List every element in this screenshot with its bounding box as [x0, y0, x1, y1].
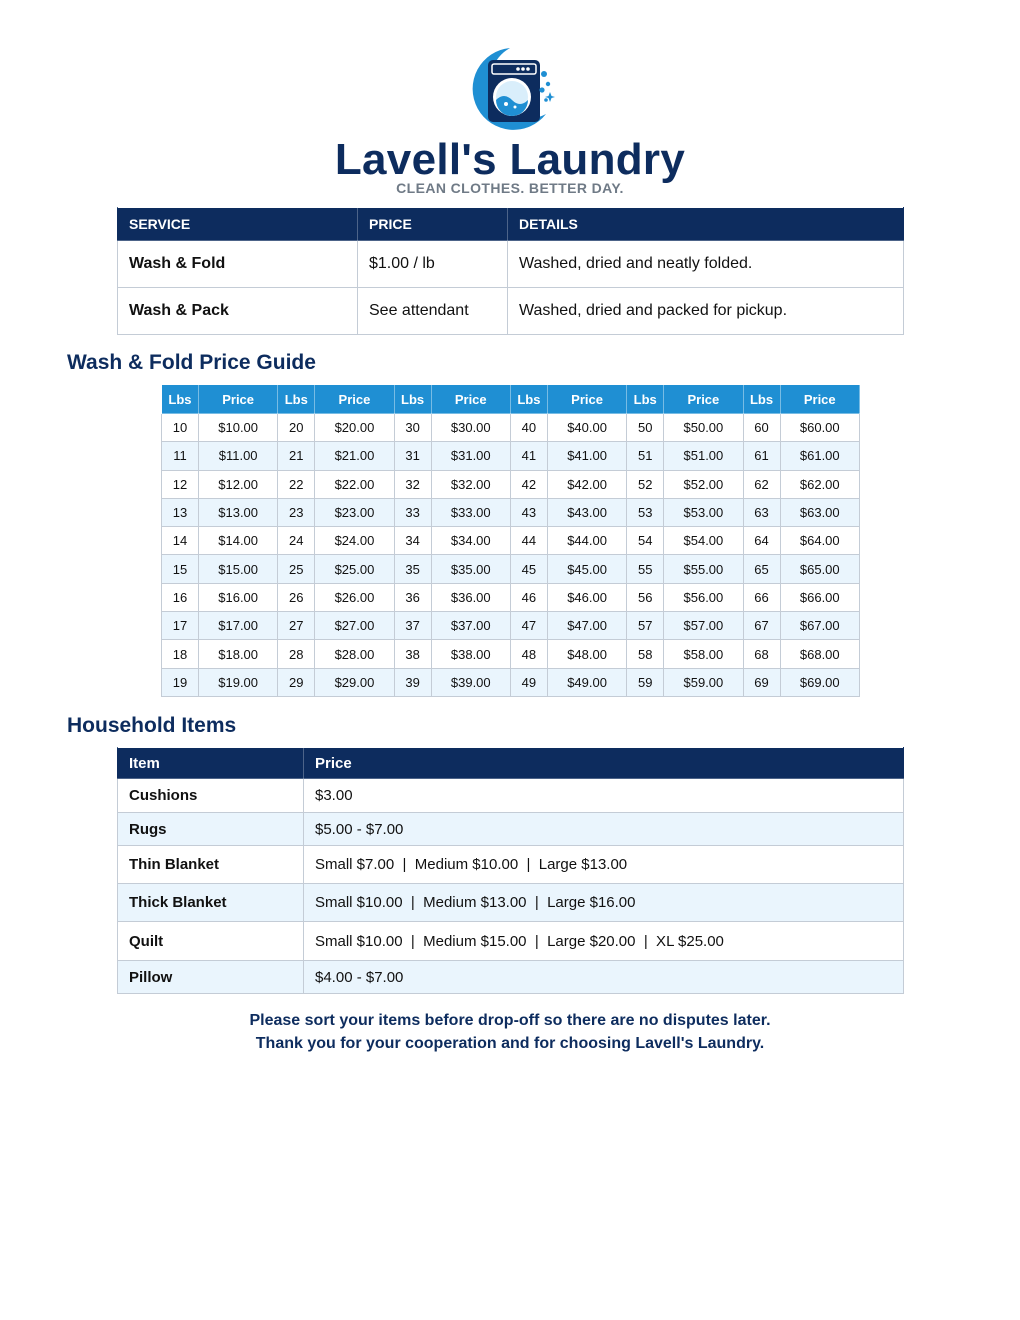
price-guide-lbs-cell: 27 — [278, 612, 315, 640]
household-item-name: Quilt — [118, 922, 304, 961]
price-guide-lbs-cell: 61 — [743, 442, 780, 470]
price-guide-price-cell: $62.00 — [780, 470, 859, 498]
price-guide-lbs-cell: 22 — [278, 470, 315, 498]
price-guide-lbs-cell: 30 — [394, 414, 431, 442]
price-guide-price-cell: $46.00 — [547, 583, 626, 611]
price-guide-price-cell: $41.00 — [547, 442, 626, 470]
household-header-price: Price — [304, 748, 904, 779]
price-guide-lbs-cell: 13 — [162, 498, 199, 526]
price-guide-row — [162, 555, 860, 583]
price-guide-lbs-cell: 57 — [627, 612, 664, 640]
price-guide-price-cell: $16.00 — [198, 583, 277, 611]
household-heading: Household Items — [67, 714, 237, 737]
price-guide-lbs-cell: 55 — [627, 555, 664, 583]
price-guide-lbs-cell: 28 — [278, 640, 315, 668]
household-item-price: $5.00 - $7.00 — [304, 813, 904, 846]
footer-note-line-1: Please sort your items before drop-off so there are no disputes later. — [249, 1012, 771, 1029]
price-guide-lbs-cell: 32 — [394, 470, 431, 498]
price-guide-lbs-cell: 33 — [394, 498, 431, 526]
price-guide-lbs-cell: 54 — [627, 527, 664, 555]
price-guide-header-lbs: Lbs — [278, 385, 315, 414]
price-guide-price-cell: $34.00 — [431, 527, 510, 555]
price-guide-price-cell: $30.00 — [431, 414, 510, 442]
price-guide-price-cell: $24.00 — [315, 527, 394, 555]
price-guide-lbs-cell: 25 — [278, 555, 315, 583]
price-guide-row — [162, 612, 860, 640]
price-guide-lbs-cell: 37 — [394, 612, 431, 640]
household-item-name: Cushions — [118, 779, 304, 813]
price-guide-lbs-cell: 64 — [743, 527, 780, 555]
price-guide-lbs-cell: 31 — [394, 442, 431, 470]
price-guide-lbs-cell: 40 — [510, 414, 547, 442]
price-guide-price-cell: $11.00 — [198, 442, 277, 470]
price-guide-price-cell: $18.00 — [198, 640, 277, 668]
price-guide-price-cell: $35.00 — [431, 555, 510, 583]
price-guide-row — [162, 640, 860, 668]
service-details: Washed, dried and packed for pickup. — [508, 288, 904, 335]
price-guide-lbs-cell: 48 — [510, 640, 547, 668]
price-guide-header-price: Price — [315, 385, 394, 414]
price-guide-lbs-cell: 47 — [510, 612, 547, 640]
service-row — [118, 241, 904, 288]
price-guide-lbs-cell: 63 — [743, 498, 780, 526]
price-guide-price-cell: $66.00 — [780, 583, 859, 611]
service-price: See attendant — [358, 288, 508, 335]
price-guide-price-cell: $14.00 — [198, 527, 277, 555]
household-body — [118, 779, 904, 994]
price-guide-lbs-cell: 36 — [394, 583, 431, 611]
price-guide-row — [162, 527, 860, 555]
price-guide-header-row — [162, 385, 860, 414]
price-guide-lbs-cell: 68 — [743, 640, 780, 668]
household-row — [118, 779, 904, 813]
price-guide-price-cell: $31.00 — [431, 442, 510, 470]
price-guide-lbs-cell: 23 — [278, 498, 315, 526]
price-guide-price-cell: $36.00 — [431, 583, 510, 611]
price-guide-price-cell: $21.00 — [315, 442, 394, 470]
price-guide-price-cell: $45.00 — [547, 555, 626, 583]
services-header-row — [118, 208, 904, 241]
household-item-price: $4.00 - $7.00 — [304, 961, 904, 994]
price-guide-lbs-cell: 44 — [510, 527, 547, 555]
price-guide-price-cell: $37.00 — [431, 612, 510, 640]
price-guide-price-cell: $42.00 — [547, 470, 626, 498]
price-guide-price-cell: $26.00 — [315, 583, 394, 611]
price-guide-price-cell: $63.00 — [780, 498, 859, 526]
household-row — [118, 846, 904, 884]
household-item-name: Rugs — [118, 813, 304, 846]
price-guide-row — [162, 668, 860, 696]
price-guide-header-price: Price — [547, 385, 626, 414]
price-guide-lbs-cell: 34 — [394, 527, 431, 555]
household-row — [118, 884, 904, 922]
price-guide-lbs-cell: 45 — [510, 555, 547, 583]
price-guide-price-cell: $54.00 — [664, 527, 743, 555]
price-guide-price-cell: $59.00 — [664, 668, 743, 696]
price-guide-price-cell: $65.00 — [780, 555, 859, 583]
price-guide-price-cell: $19.00 — [198, 668, 277, 696]
price-guide-lbs-cell: 56 — [627, 583, 664, 611]
price-guide-header-price: Price — [431, 385, 510, 414]
household-item-price: $3.00 — [304, 779, 904, 813]
price-guide-lbs-cell: 69 — [743, 668, 780, 696]
price-guide-lbs-cell: 52 — [627, 470, 664, 498]
price-guide-lbs-cell: 29 — [278, 668, 315, 696]
services-table — [117, 207, 904, 335]
price-guide-header-price: Price — [198, 385, 277, 414]
price-guide-price-cell: $25.00 — [315, 555, 394, 583]
price-guide-price-cell: $32.00 — [431, 470, 510, 498]
service-details: Washed, dried and neatly folded. — [508, 241, 904, 288]
price-guide-row — [162, 442, 860, 470]
price-guide-lbs-cell: 35 — [394, 555, 431, 583]
household-item-name: Pillow — [118, 961, 304, 994]
household-item-price: Small $7.00 | Medium $10.00 | Large $13.00 — [304, 846, 904, 884]
price-guide-lbs-cell: 67 — [743, 612, 780, 640]
price-guide-lbs-cell: 50 — [627, 414, 664, 442]
price-guide-heading: Wash & Fold Price Guide — [67, 351, 316, 374]
price-guide-price-cell: $39.00 — [431, 668, 510, 696]
price-guide-price-cell: $12.00 — [198, 470, 277, 498]
price-guide-price-cell: $52.00 — [664, 470, 743, 498]
price-guide-row — [162, 414, 860, 442]
price-guide-price-cell: $38.00 — [431, 640, 510, 668]
price-guide-price-cell: $56.00 — [664, 583, 743, 611]
price-guide-header-lbs: Lbs — [743, 385, 780, 414]
price-guide-header-lbs: Lbs — [510, 385, 547, 414]
brand-title: Lavell's Laundry — [334, 135, 686, 184]
household-table — [117, 747, 904, 994]
service-row — [118, 288, 904, 335]
price-guide-lbs-cell: 65 — [743, 555, 780, 583]
price-guide-price-cell: $68.00 — [780, 640, 859, 668]
price-guide-lbs-cell: 26 — [278, 583, 315, 611]
price-guide-lbs-cell: 66 — [743, 583, 780, 611]
price-guide-price-cell: $60.00 — [780, 414, 859, 442]
price-guide-price-cell: $50.00 — [664, 414, 743, 442]
price-guide-lbs-cell: 38 — [394, 640, 431, 668]
brand-tagline: CLEAN CLOTHES. BETTER DAY. — [396, 180, 624, 196]
price-guide-lbs-cell: 41 — [510, 442, 547, 470]
price-guide-lbs-cell: 60 — [743, 414, 780, 442]
services-header-price: PRICE — [358, 208, 508, 241]
price-guide-header-price: Price — [780, 385, 859, 414]
price-guide-header-price: Price — [664, 385, 743, 414]
price-guide-price-cell: $53.00 — [664, 498, 743, 526]
price-guide-lbs-cell: 39 — [394, 668, 431, 696]
price-guide-price-cell: $27.00 — [315, 612, 394, 640]
service-name: Wash & Pack — [118, 288, 358, 335]
price-guide-header-lbs: Lbs — [394, 385, 431, 414]
price-guide-price-cell: $13.00 — [198, 498, 277, 526]
price-guide-price-cell: $20.00 — [315, 414, 394, 442]
service-name: Wash & Fold — [118, 241, 358, 288]
price-guide-header-lbs: Lbs — [162, 385, 199, 414]
price-guide-price-cell: $47.00 — [547, 612, 626, 640]
footer-note-line-2: Thank you for your cooperation and for choosing Lavell's Laundry. — [255, 1035, 765, 1052]
price-guide-lbs-cell: 49 — [510, 668, 547, 696]
price-guide-lbs-cell: 58 — [627, 640, 664, 668]
price-guide-lbs-cell: 51 — [627, 442, 664, 470]
price-guide-price-cell: $55.00 — [664, 555, 743, 583]
price-guide-lbs-cell: 59 — [627, 668, 664, 696]
price-guide-price-cell: $44.00 — [547, 527, 626, 555]
price-guide-header-lbs: Lbs — [627, 385, 664, 414]
price-guide-row — [162, 470, 860, 498]
price-guide-price-cell: $57.00 — [664, 612, 743, 640]
price-guide-price-cell: $29.00 — [315, 668, 394, 696]
price-guide-price-cell: $10.00 — [198, 414, 277, 442]
price-guide-lbs-cell: 43 — [510, 498, 547, 526]
washing-machine-logo-icon — [466, 44, 558, 134]
price-guide-lbs-cell: 18 — [162, 640, 199, 668]
price-guide-lbs-cell: 12 — [162, 470, 199, 498]
services-header-service: SERVICE — [118, 208, 358, 241]
household-row — [118, 813, 904, 846]
household-header-item: Item — [118, 748, 304, 779]
services-header-details: DETAILS — [508, 208, 904, 241]
price-guide-price-cell: $69.00 — [780, 668, 859, 696]
price-guide-price-cell: $48.00 — [547, 640, 626, 668]
household-row — [118, 961, 904, 994]
price-guide-body — [162, 414, 860, 697]
price-guide-lbs-cell: 62 — [743, 470, 780, 498]
price-guide-price-cell: $15.00 — [198, 555, 277, 583]
price-guide-lbs-cell: 11 — [162, 442, 199, 470]
price-guide-lbs-cell: 20 — [278, 414, 315, 442]
price-guide-price-cell: $33.00 — [431, 498, 510, 526]
price-guide-lbs-cell: 46 — [510, 583, 547, 611]
price-guide-price-cell: $28.00 — [315, 640, 394, 668]
price-guide-lbs-cell: 16 — [162, 583, 199, 611]
price-guide-lbs-cell: 53 — [627, 498, 664, 526]
price-guide-lbs-cell: 21 — [278, 442, 315, 470]
price-guide-price-cell: $67.00 — [780, 612, 859, 640]
price-guide-row — [162, 498, 860, 526]
price-guide-price-cell: $43.00 — [547, 498, 626, 526]
price-guide-price-cell: $17.00 — [198, 612, 277, 640]
price-guide-lbs-cell: 10 — [162, 414, 199, 442]
household-item-price: Small $10.00 | Medium $15.00 | Large $20.00 | XL $25.00 — [304, 922, 904, 961]
price-guide-price-cell: $58.00 — [664, 640, 743, 668]
price-guide-price-cell: $23.00 — [315, 498, 394, 526]
price-guide-price-cell: $40.00 — [547, 414, 626, 442]
price-guide-row — [162, 583, 860, 611]
price-guide-lbs-cell: 15 — [162, 555, 199, 583]
price-guide-lbs-cell: 42 — [510, 470, 547, 498]
household-row — [118, 922, 904, 961]
price-guide-price-cell: $49.00 — [547, 668, 626, 696]
service-price: $1.00 / lb — [358, 241, 508, 288]
household-item-name: Thin Blanket — [118, 846, 304, 884]
price-guide-lbs-cell: 17 — [162, 612, 199, 640]
household-header-row — [118, 748, 904, 779]
price-guide-price-cell: $61.00 — [780, 442, 859, 470]
household-item-price: Small $10.00 | Medium $13.00 | Large $16.00 — [304, 884, 904, 922]
price-guide-price-cell: $22.00 — [315, 470, 394, 498]
price-guide-lbs-cell: 24 — [278, 527, 315, 555]
household-item-name: Thick Blanket — [118, 884, 304, 922]
price-guide-table — [161, 384, 860, 697]
price-guide-price-cell: $64.00 — [780, 527, 859, 555]
price-guide-price-cell: $51.00 — [664, 442, 743, 470]
price-guide-lbs-cell: 19 — [162, 668, 199, 696]
price-guide-lbs-cell: 14 — [162, 527, 199, 555]
